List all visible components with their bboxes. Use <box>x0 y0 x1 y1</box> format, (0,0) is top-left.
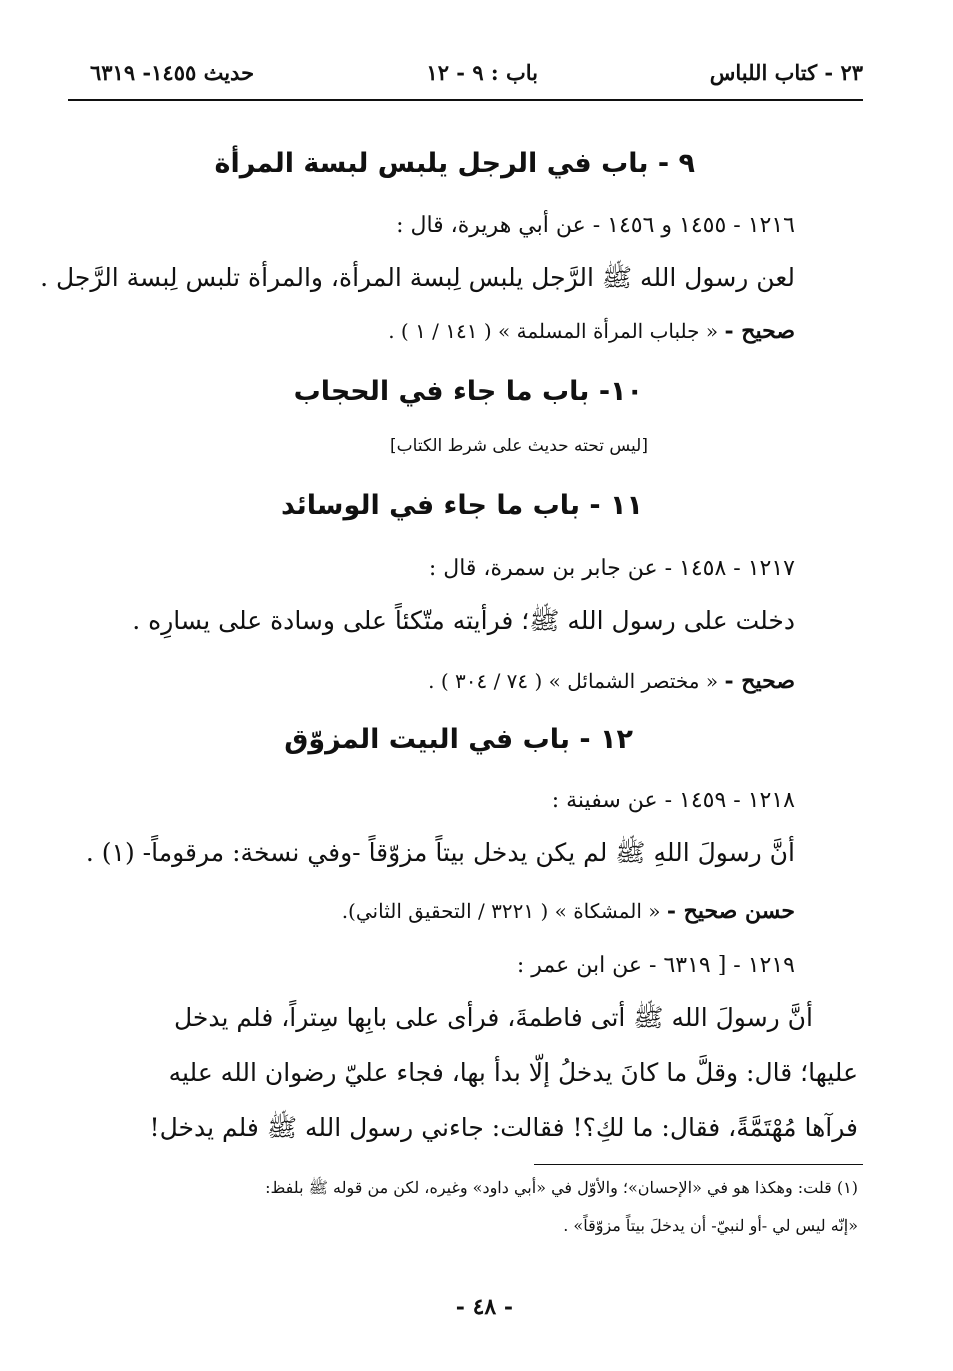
page-number: - ٤٨ - <box>455 1294 513 1320</box>
grade-source: « المشكاة » ( ٣٢٢١ / التحقيق الثاني). <box>341 899 661 923</box>
hadith-1218-text: أنَّ رسولَ اللهِ ﷺ لم يكن يدخل بيتاً مزوّقاً -وفي نسخة: مرقوماً- (١) . <box>85 838 795 867</box>
chapter-11-title: ١١ - باب ما جاء في الوسائد <box>281 490 643 521</box>
header-rule <box>68 99 863 101</box>
hadith-1218-number: ١٢١٨ - ١٤٥٩ - عن سفينة : <box>551 788 795 813</box>
chapter-9-title: ٩ - باب في الرجل يلبس لبسة المرأة <box>214 148 695 179</box>
footnote-line-1: (١) قلت: وهكذا هو في «الإحسان»؛ والأوّل في «أبي داود» وغيره، لكن من قوله ﷺ بلفظ: <box>265 1178 858 1197</box>
hadith-1218-grade <box>342 900 795 922</box>
hadith-1219-text-line-3: فرآها مُهْتَمَّةً، فقال: ما لكِ؟! فقالت: جاءني رسول الله ﷺ فلم يدخل! <box>149 1113 858 1142</box>
hadith-1216-number: ١٢١٦ - ١٤٥٥ و ١٤٥٦ - عن أبي هريرة، قال : <box>396 213 795 238</box>
hadith-1217-number: ١٢١٧ - ١٤٥٨ - عن جابر بن سمرة، قال : <box>428 556 795 581</box>
chapter-10-title: ١٠- باب ما جاء في الحجاب <box>293 376 643 407</box>
hadith-1219-text-line-1: أنَّ رسولَ الله ﷺ أتى فاطمةَ، فرأى على بابِها سِتراً، فلم يدخل <box>174 1003 813 1032</box>
footnote-line-2: «إنّه ليس لي -أو لنبيّ- أن يدخلَ بيتاً مزوّقاً» . <box>563 1216 858 1235</box>
grade-label: حسن صحيح - <box>666 898 795 924</box>
header-hadith-range: حديث ١٤٥٥- ٦٣١٩ <box>90 60 255 85</box>
hadith-1216-grade <box>388 320 795 342</box>
grade-source: « مختصر الشمائل » ( ٧٤ / ٣٠٤ ) . <box>428 669 719 693</box>
hadith-1217-grade <box>428 670 795 692</box>
grade-label: صحيح - <box>724 318 795 344</box>
hadith-1219-number: ١٢١٩ - [ ٦٣١٩ - عن ابن عمر : <box>516 953 795 978</box>
grade-label: صحيح - <box>724 668 795 694</box>
hadith-1219-text-line-2: عليها؛ قال: وقلَّ ما كانَ يدخلُ إلّا بدأ بها، فجاء عليّ رضوان الله عليه <box>168 1058 858 1087</box>
grade-source: « جلباب المرأة المسلمة » ( ١٤١ / ١ ) . <box>388 319 719 343</box>
hadith-1217-text: دخلت على رسول الله ﷺ؛ فرأيته متّكئاً على وسادة على يسارِه . <box>132 606 795 635</box>
footnote-rule <box>534 1164 863 1165</box>
header-chapter-range: باب : ٩ - ١٢ <box>426 60 538 85</box>
hadith-1216-text: لعن رسول الله ﷺ الرَّجل يلبس لِبسة المرأة، والمرأة تلبس لِبسة الرَّجل . <box>40 263 795 292</box>
header-book-title: ٢٣ - كتاب اللباس <box>709 60 863 85</box>
chapter-12-title: ١٢ - باب في البيت المزوّق <box>284 724 633 755</box>
chapter-10-note: [ليس تحته حديث على شرط الكتاب] <box>390 436 648 456</box>
